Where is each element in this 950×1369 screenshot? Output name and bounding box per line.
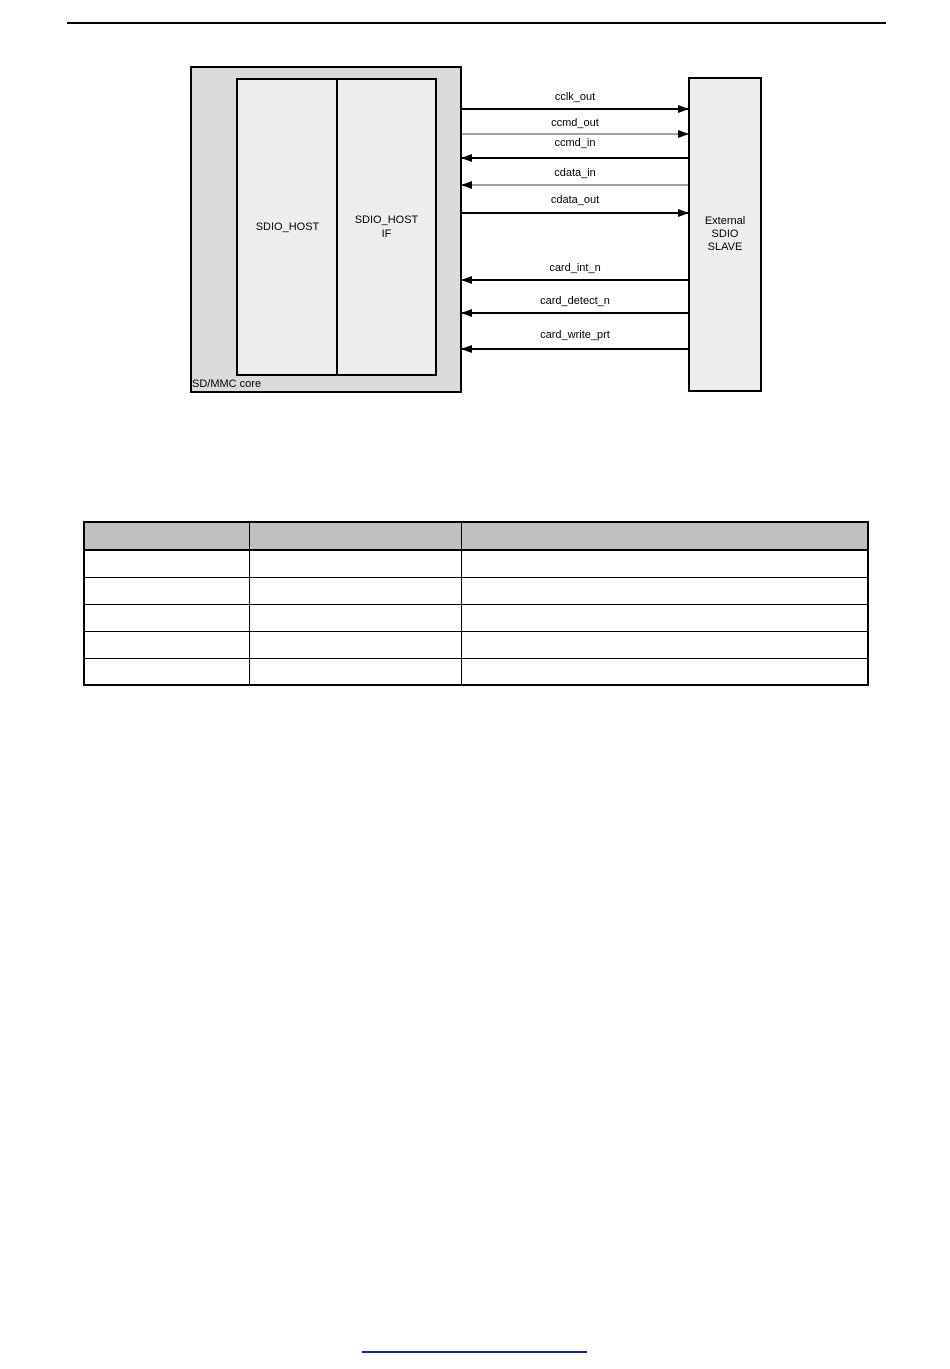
signal-label: card_detect_n <box>540 295 610 307</box>
slave-label-line1: External <box>704 215 746 227</box>
signal-line <box>462 184 688 186</box>
table-cell <box>249 604 461 631</box>
table-cell <box>84 550 249 577</box>
arrowhead-icon <box>678 209 689 217</box>
arrowhead-icon <box>461 276 472 284</box>
table-header-cell <box>461 522 868 550</box>
sdio-host-block <box>236 78 337 376</box>
signal-line <box>462 212 688 214</box>
table-cell <box>249 577 461 604</box>
sdmmc-core-label: SD/MMC core <box>192 378 262 390</box>
table-cell <box>461 604 868 631</box>
table-header-cell <box>249 522 461 550</box>
table-cell <box>461 631 868 658</box>
table-cell <box>84 604 249 631</box>
footer-divider-rule <box>362 1351 587 1353</box>
arrowhead-icon <box>461 181 472 189</box>
table-cell <box>249 658 461 685</box>
signal-line <box>462 157 688 159</box>
table-row <box>84 604 868 631</box>
signal-label: cdata_out <box>550 194 600 206</box>
signal-label: cclk_out <box>554 91 596 103</box>
external-sdio-slave-block <box>688 77 762 392</box>
sdio-block-diagram <box>0 0 950 420</box>
table-cell <box>461 550 868 577</box>
sdio-host-label: SDIO_HOST <box>255 221 320 233</box>
table-cell <box>84 631 249 658</box>
table-cell <box>84 658 249 685</box>
table-header-row <box>84 522 868 550</box>
signal-line <box>462 312 688 314</box>
table-row <box>84 550 868 577</box>
signal-line <box>462 279 688 281</box>
signal-label: card_int_n <box>549 262 601 274</box>
signal-description-table <box>83 521 869 686</box>
table-cell <box>249 550 461 577</box>
signal-label: cdata_in <box>554 167 596 179</box>
arrowhead-icon <box>461 345 472 353</box>
sdio-host-if-label-line1: SDIO_HOST <box>354 214 419 226</box>
table-row <box>84 658 868 685</box>
signal-line <box>462 108 688 110</box>
signal-line <box>462 348 688 350</box>
sdio-host-if-label-line2: IF <box>381 228 392 240</box>
arrowhead-icon <box>678 105 689 113</box>
table-header-cell <box>84 522 249 550</box>
table-cell <box>461 658 868 685</box>
table-cell <box>249 631 461 658</box>
signal-label: ccmd_out <box>551 117 599 129</box>
sdio-host-if-block <box>336 78 437 376</box>
arrowhead-icon <box>461 154 472 162</box>
signal-line <box>462 133 688 135</box>
arrowhead-icon <box>461 309 472 317</box>
table-cell <box>84 577 249 604</box>
slave-label-line3: SLAVE <box>707 241 743 253</box>
signal-label: ccmd_in <box>554 137 596 149</box>
table-row <box>84 631 868 658</box>
signal-label: card_write_prt <box>540 329 610 341</box>
table-cell <box>461 577 868 604</box>
slave-label-line2: SDIO <box>711 228 739 240</box>
table-row <box>84 577 868 604</box>
